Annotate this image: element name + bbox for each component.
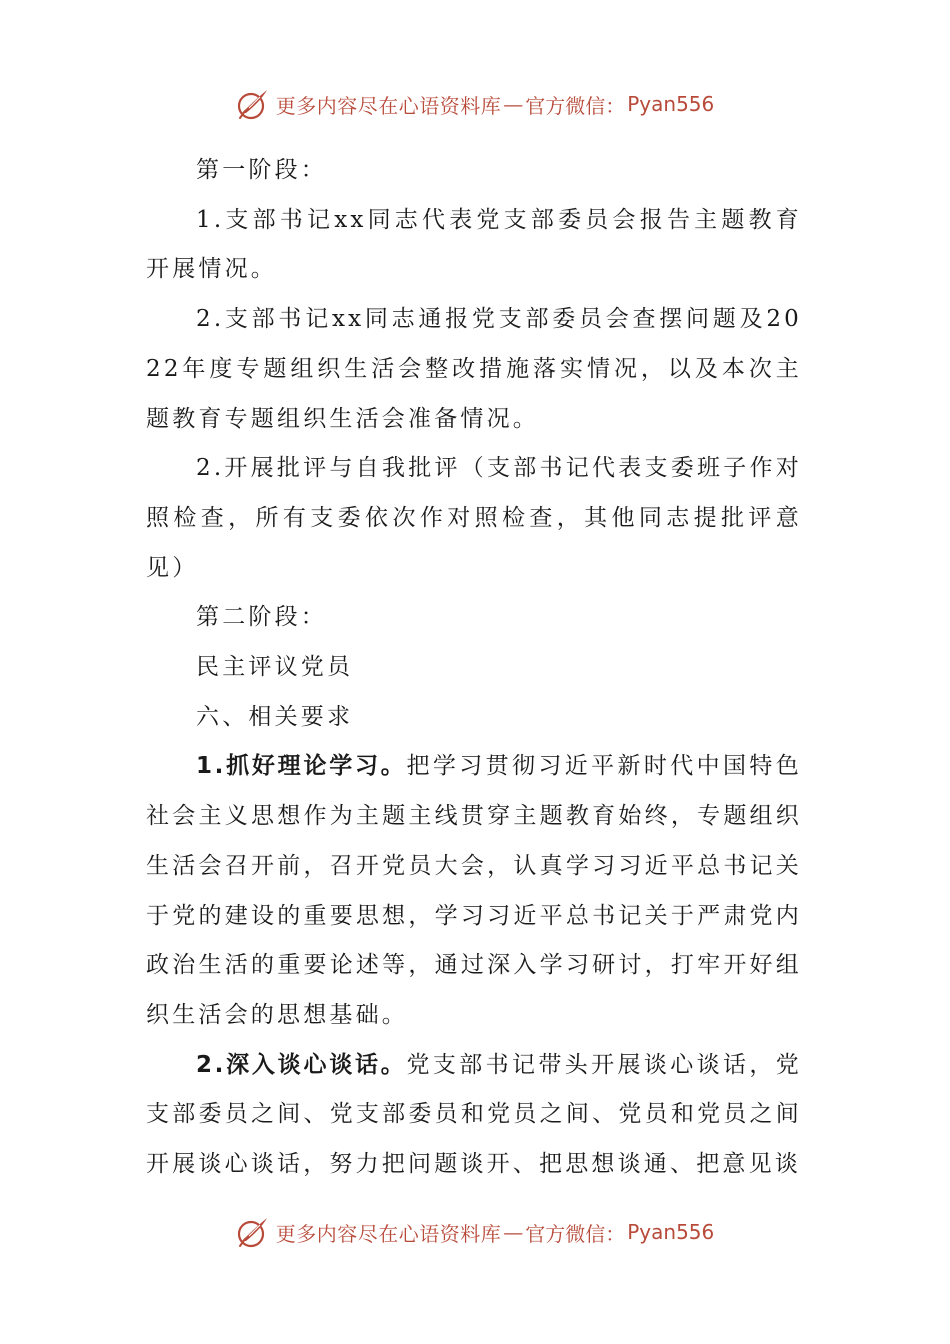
paragraph-theory-study: 1.抓好理论学习。把学习贯彻习近平新时代中国特色社会主义思想作为主题主线贯穿主题教育始终，专题组织生活会召开前，召开党员大会，认真学习习近平总书记关于党的建设的重要思想，学习习近平总书记关于严肃党内政治生活的重要论述等，通过深入学习研讨，打牢开好组织生活会的思想基础。 [146,753,802,1028]
paragraph-item-criticism: 2.开展批评与自我批评（支部书记代表支委班子作对照检查，所有支委依次作对照检查，其他同志提批评意见） [146,455,802,581]
watermark-site-text: 更多内容尽在心语资料库 [275,1221,502,1246]
watermark-contact-label: 官方微信： [525,93,626,118]
watermark-site-text: 更多内容尽在心语资料库 [275,93,502,118]
watermark-contact-id: Pyan556 [627,92,715,116]
paragraph-heart-to-heart: 2.深入谈心谈话。党支部书记带头开展谈心谈话，党支部委员之间、党支部委员和党员之间、党员和党员之间开展谈心谈话，努力把问题谈开、把思想谈通、把意见谈 [146,1051,802,1178]
watermark-separator: — [503,92,524,116]
quill-pen-logo-icon [236,1215,270,1249]
paragraph-stage-one-heading: 第一阶段： [196,157,327,183]
paragraph-item-report: 1.支部书记xx同志代表党支部委员会报告主题教育开展情况。 [146,206,802,283]
watermark-contact-id: Pyan556 [627,1220,715,1244]
header-watermark [0,84,950,124]
quill-pen-logo-icon [236,87,270,121]
paragraph-stage-two-heading: 第二阶段： [196,604,327,631]
paragraph-democratic-review: 民主评议党员 [196,654,354,681]
footer-watermark [0,1212,950,1252]
heart-to-heart-lead: 2.深入谈心谈话。 [196,1051,407,1078]
document-body [146,146,802,1190]
watermark-separator: — [503,1220,524,1244]
theory-study-lead: 1.抓好理论学习。 [196,753,407,780]
section-heading-requirements: 六、相关要求 [196,703,354,730]
watermark-contact-label: 官方微信： [525,1221,626,1246]
paragraph-item-rectification: 2.支部书记xx同志通报党支部委员会查摆问题及2022年度专题组织生活会整改措施落实情况，以及本次主题教育专题组织生活会准备情况。 [146,306,802,432]
